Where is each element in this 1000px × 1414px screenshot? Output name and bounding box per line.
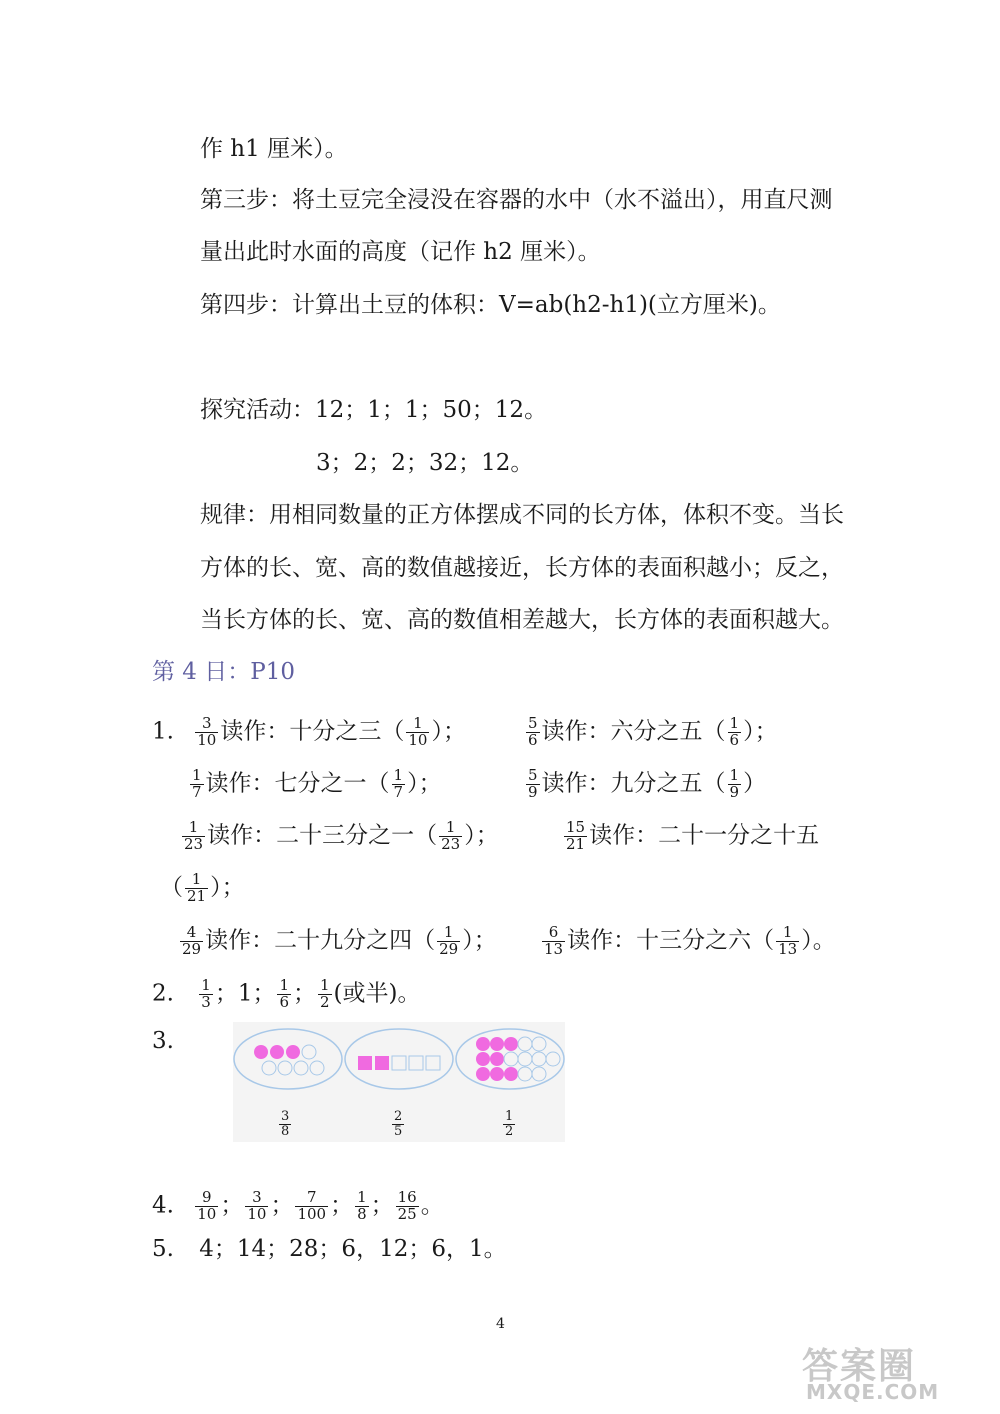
- circle-shape-empty: [262, 1061, 276, 1075]
- text-line: 第三步：将土豆完全浸没在容器的水中（水不溢出），用直尺测: [200, 187, 833, 213]
- unit-fraction: $\frac{1}{13}$: [778, 923, 798, 958]
- fraction: $\frac{7}{100}$: [297, 1188, 327, 1223]
- fraction: $\frac{15}{21}$: [566, 818, 586, 853]
- flower-shapes-filled: [476, 1037, 518, 1081]
- question-1-row-4: [178, 925, 497, 958]
- question-1-row-1: [152, 716, 466, 749]
- set-outline: [234, 1029, 342, 1089]
- punct: ）。: [801, 927, 836, 954]
- punct: （: [160, 874, 183, 901]
- question-1-row-3b: [562, 820, 819, 853]
- reading-text: (或半)。: [333, 980, 421, 1007]
- unit-fraction: $\frac{1}{23}$: [441, 818, 461, 853]
- unit-fraction: $\frac{1}{9}$: [729, 766, 740, 801]
- fraction: $\frac{16}{25}$: [397, 1188, 417, 1223]
- question-number: 5.: [152, 1236, 174, 1262]
- unit-fraction: $\frac{1}{29}$: [439, 923, 459, 958]
- reading-text: 读作：二十九分之四（: [205, 927, 436, 954]
- question-number: 3.: [152, 1028, 174, 1054]
- question-number: 1.: [152, 718, 174, 745]
- fraction: $\frac{1}{7}$: [192, 766, 202, 801]
- punct: ）；: [407, 770, 442, 797]
- punct: ）；: [464, 822, 499, 849]
- text-line: 方体的长、宽、高的数值越接近，长方体的表面积越小；反之，: [200, 555, 844, 581]
- unit-fraction: $\frac{1}{10}$: [408, 714, 428, 749]
- circle-shape-empty: [310, 1061, 324, 1075]
- reading-text: 读作：二十三分之一（: [207, 822, 438, 849]
- punct: ；: [370, 1192, 394, 1219]
- fraction: $\frac{9}{10}$: [197, 1188, 217, 1223]
- circle-shape-filled: [270, 1045, 284, 1059]
- punct: ）；: [431, 718, 466, 745]
- figure-fraction: $\frac{3}{8}$: [281, 1109, 290, 1139]
- text-line: 作 h1 厘米）。: [200, 136, 348, 162]
- reading-text: 读作：六分之五（: [541, 718, 726, 745]
- figure-fraction: $\frac{2}{5}$: [394, 1109, 403, 1139]
- circle-shape-empty: [302, 1045, 316, 1059]
- question-1-row-2: [188, 768, 442, 801]
- reading-text: 读作：二十一分之十五: [589, 822, 820, 849]
- fraction: $\frac{1}{6}$: [279, 976, 289, 1011]
- reading-text: 读作：十三分之六（: [567, 927, 775, 954]
- square-shape-empty: [426, 1056, 440, 1070]
- punct: ；: [220, 1192, 244, 1219]
- question-1-row-4b: [540, 925, 836, 958]
- punct: ）: [743, 770, 767, 797]
- square-shape-filled: [375, 1056, 389, 1070]
- fraction: $\frac{1}{8}$: [357, 1188, 367, 1223]
- text-line: 当长方体的长、宽、高的数值相差越大，长方体的表面积越大。: [200, 607, 844, 633]
- figure-fraction: $\frac{1}{2}$: [505, 1109, 514, 1139]
- watermark-url: MXQE.COM: [806, 1380, 940, 1404]
- question-4: [152, 1190, 444, 1223]
- punct: ）；: [743, 718, 778, 745]
- circle-shape-empty: [294, 1061, 308, 1075]
- page-number: 4: [496, 1316, 505, 1332]
- question-number: 4.: [152, 1192, 174, 1219]
- square-shape-filled: [358, 1056, 372, 1070]
- fraction: $\frac{1}{3}$: [201, 976, 211, 1011]
- section-heading: 第 4 日：P10: [152, 659, 295, 685]
- question-1-row-2b: [524, 768, 766, 801]
- text-line: 量出此时水面的高度（记作 h2 厘米）。: [200, 239, 601, 265]
- question-1-row-3c: [160, 872, 245, 905]
- circle-shape-filled: [254, 1045, 268, 1059]
- reading-text: 读作：七分之一（: [205, 770, 390, 797]
- punct: ；1；: [214, 980, 276, 1007]
- punct: ；: [270, 1192, 294, 1219]
- reading-text: 读作：九分之五（: [541, 770, 726, 797]
- circle-shape-filled: [286, 1045, 300, 1059]
- punct: ；: [293, 980, 316, 1007]
- reading-text: 读作：十分之三（: [220, 718, 405, 745]
- text-line: 第四步：计算出土豆的体积：V=ab(h2-h1)(立方厘米)。: [200, 292, 781, 318]
- answer-text: 4；14；28；6，12；6，1。: [199, 1236, 507, 1262]
- fraction: $\frac{1}{2}$: [320, 976, 330, 1011]
- text-line: 探究活动：12；1；1；50；12。: [200, 397, 548, 423]
- punct: ；: [330, 1192, 354, 1219]
- punct: ）；: [462, 927, 497, 954]
- text-line: 3；2；2；32；12。: [316, 450, 534, 476]
- fraction: $\frac{5}{6}$: [528, 714, 538, 749]
- fraction: $\frac{3}{10}$: [247, 1188, 267, 1223]
- fraction: $\frac{5}{9}$: [528, 766, 538, 801]
- fraction: $\frac{4}{29}$: [182, 923, 202, 958]
- punct: 。: [420, 1192, 444, 1219]
- fraction: $\frac{3}{10}$: [197, 714, 217, 749]
- question-5: [152, 1238, 507, 1261]
- fraction: $\frac{1}{23}$: [184, 818, 204, 853]
- question-1-row-3: [180, 820, 499, 853]
- unit-fraction: $\frac{1}{6}$: [729, 714, 740, 749]
- unit-fraction: $\frac{1}{21}$: [187, 870, 207, 905]
- text-line: 规律：用相同数量的正方体摆成不同的长方体，体积不变。当长: [200, 502, 844, 528]
- punct: ）；: [210, 874, 245, 901]
- circle-shape-empty: [278, 1061, 292, 1075]
- question-2: [152, 978, 421, 1011]
- fraction-shapes-figure: [233, 1022, 565, 1142]
- watermark-main: 答案圈: [802, 1346, 917, 1387]
- question-number: 2.: [152, 980, 174, 1007]
- square-shape-empty: [409, 1056, 423, 1070]
- watermark-logo: [792, 1338, 992, 1408]
- square-shape-empty: [392, 1056, 406, 1070]
- question-1-row-1b: [524, 716, 778, 749]
- unit-fraction: $\frac{1}{7}$: [393, 766, 404, 801]
- fraction: $\frac{6}{13}$: [544, 923, 564, 958]
